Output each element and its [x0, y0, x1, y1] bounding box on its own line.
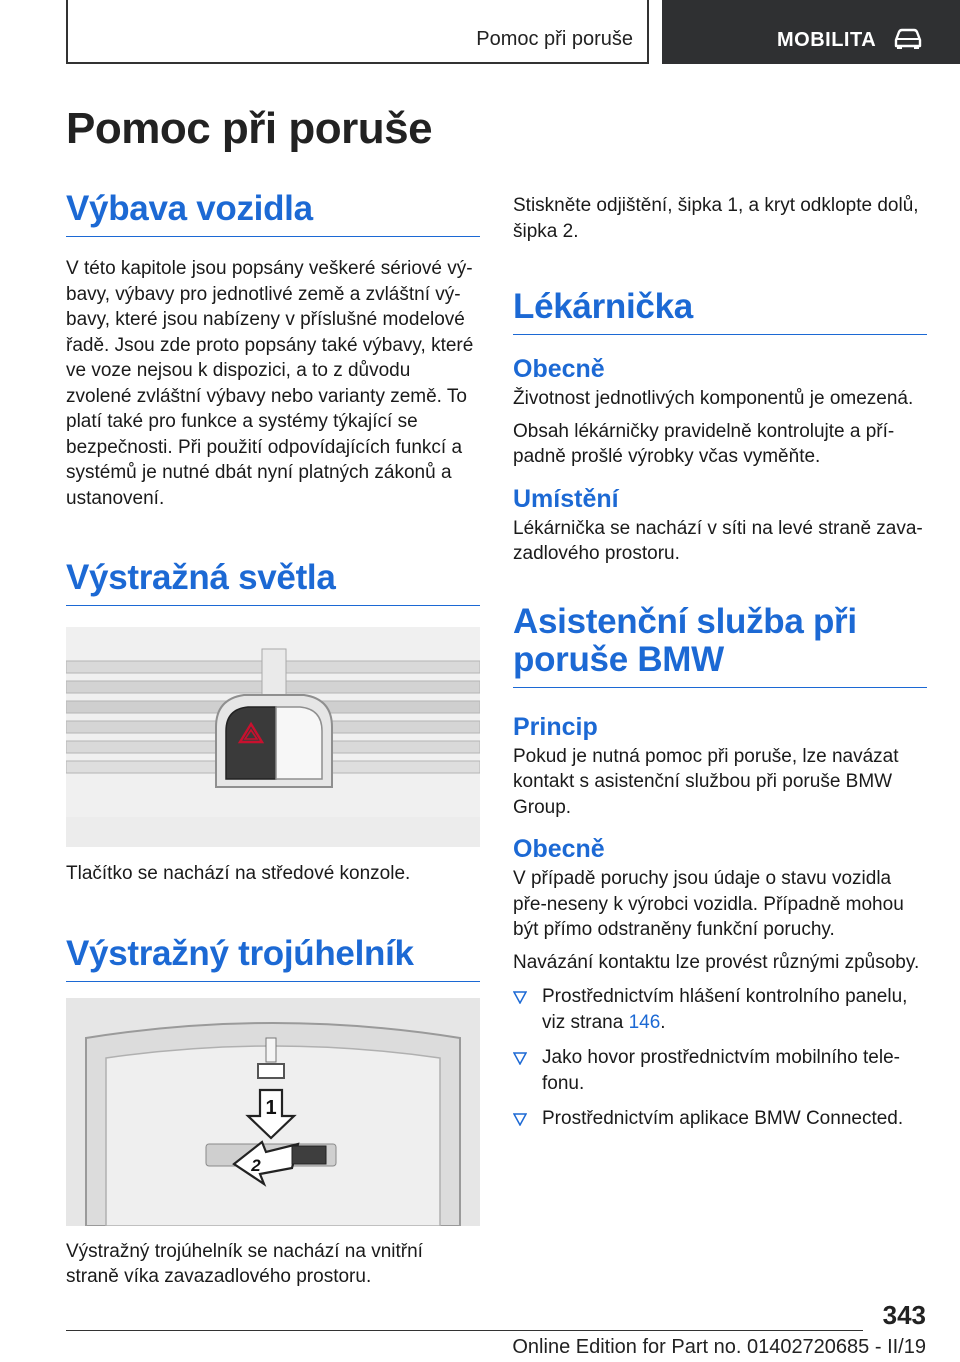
warning-triangle-illustration: [66, 998, 480, 1226]
vybava-text: V této kapitole jsou popsány veškeré sériové vý-bavy, výbavy pro jednotlivé země a zvláštní vý-bavy, které jsou nabízeny v příslušné modelové řadě. Jsou zde proto popsány také výbavy, které ve voze nejsou k dispozici, a to z důvodu zvolené zvláštní výbavy nebo varianty země. To platí také pro funkce a systémy týkající se bezpečnosti. Při použití odpovídajících funkcí a systémů je nutné dbát nyní platných zákonů a ustanovení.: [66, 258, 474, 509]
triangle-bullet-icon: [513, 1112, 527, 1126]
bullet-2-text: Jako hovor prostřednictvím mobilního tele-fonu.: [542, 1047, 900, 1094]
heading-lekarnicka: Lékárnička: [513, 288, 927, 335]
heading-vystrazny-trojuhelnik: Výstražný trojúhelník: [66, 935, 480, 982]
triangle-bullet-icon: [513, 1051, 527, 1065]
hazard-button-illustration: [66, 627, 480, 847]
list-item: [513, 1106, 927, 1132]
page-number: 343: [882, 1300, 926, 1330]
triangle-bullet-icon: [513, 990, 527, 1004]
bullet-1-end: .: [660, 1011, 666, 1033]
subheading-obecne-2: Obecně: [513, 835, 605, 863]
page-header: [66, 0, 960, 64]
subheading-umisteni: Umístění: [513, 484, 619, 513]
page-title: Pomoc při poruše: [66, 104, 433, 153]
contact-options-list: [513, 984, 927, 1132]
triangle-instruction-text: Stiskněte odjištění, šipka 1, a kryt odklopte dolů, šipka 2.: [513, 195, 919, 242]
arrow-2-label: 2: [251, 1155, 261, 1175]
lekarnicka-obecne-p1: Životnost jednotlivých komponentů je omezená.: [513, 388, 914, 409]
car-icon: [892, 26, 924, 50]
bullet-3-text: Prostřednictvím aplikace BMW Connected.: [542, 1108, 904, 1129]
subheading-obecne-1: Obecně: [513, 355, 605, 383]
page-146-link[interactable]: 146: [628, 1011, 661, 1033]
right-column: [513, 193, 927, 1142]
left-column: [66, 190, 480, 1290]
lekarnicka-umisteni-p: Lékárnička se nachází v síti na levé straně zava-zadlového prostoru.: [513, 517, 923, 564]
heading-asistencni-line1: Asistenční služba při: [513, 601, 857, 641]
hazard-console-drawing: [66, 627, 480, 847]
trunk-lid-drawing: [66, 998, 480, 1226]
footer-divider: [66, 1330, 863, 1331]
subheading-princip: Princip: [513, 712, 598, 741]
list-item: [513, 984, 927, 1035]
asistence-obecne-p2: Navázání kontaktu lze provést různými způsoby.: [513, 951, 920, 973]
heading-asistencni-line2: poruše BMW: [513, 639, 724, 679]
hazard-caption: Tlačítko se nachází na středové konzole.: [66, 863, 411, 884]
bullet-1-text: Prostřednictvím hlášení kontrolního panelu, viz strana: [542, 986, 908, 1033]
list-item: [513, 1045, 927, 1096]
footer-edition: Online Edition for Part no. 01402720685 - II/19: [512, 1336, 926, 1358]
header-chapter-title: MOBILITA: [777, 29, 877, 51]
heading-asistencni-sluzba: [513, 603, 927, 688]
heading-vystrazna-svetla: Výstražná světla: [66, 559, 480, 606]
header-section-box: [66, 0, 649, 64]
header-chapter-box: [662, 0, 960, 64]
asistence-obecne-p1: V případě poruchy jsou údaje o stavu vozidla pře-neseny k výrobci vozidla. Případně mohou být přímo odstraněny funkční poruchy.: [513, 868, 904, 940]
header-section-title: Pomoc při poruše: [476, 28, 633, 50]
heading-vybava-vozidla: Výbava vozidla: [66, 190, 480, 237]
arrow-1-label: 1: [265, 1096, 277, 1119]
lekarnicka-obecne-p2: Obsah lékárničky pravidelně kontrolujte a pří-padně prošlé výrobky včas vyměňte.: [513, 420, 895, 467]
triangle-caption: Výstražný trojúhelník se nachází na vnitřní straně víka zavazadlového prostoru.: [66, 1240, 423, 1287]
princip-text: Pokud je nutná pomoc při poruše, lze navázat kontakt s asistenční službou při poruše BMW Group.: [513, 745, 899, 818]
